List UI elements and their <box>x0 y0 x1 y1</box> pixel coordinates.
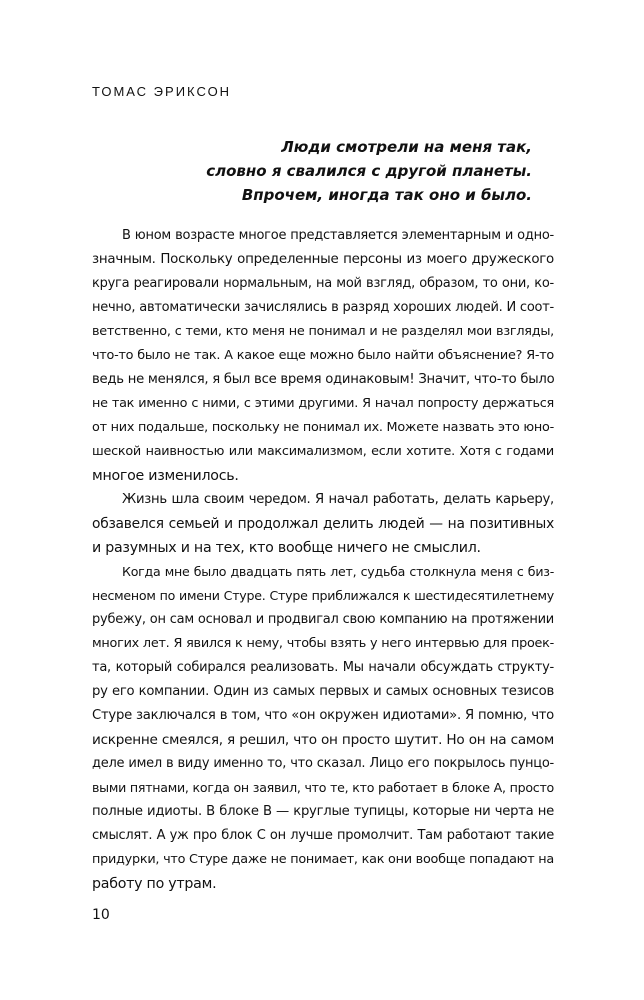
text-line: нечно, автоматически зачислялись в разряд хороших людей. И соот- <box>92 300 554 315</box>
epigraph-line: Люди смотрели на меня так, <box>281 138 532 156</box>
text-line: круга реагировали нормальным, на мой взгляд, образом, то они, ко- <box>92 276 554 291</box>
body-text <box>92 224 554 896</box>
text-line: та, который собирался реализовать. Мы начали обсуждать структу- <box>92 660 554 675</box>
text-line: значным. Поскольку определенные персоны из моего дружеского <box>92 252 554 267</box>
text-line: рубежу, он сам основал и продвигал свою компанию на протяжении <box>92 612 554 627</box>
text-line: ведь не менялся, я был все время одинаковым! Значит, что-то было <box>92 372 555 387</box>
text-line: полные идиоты. В блоке В — круглые тупицы, которые ни черта не <box>92 804 554 819</box>
text-line: несменом по имени Стуре. Стуре приближался к шестидесятилетнему <box>92 588 554 603</box>
epigraph <box>120 135 532 207</box>
text-line: многих лет. Я явился к нему, чтобы взять у него интервью для проек- <box>92 636 554 651</box>
epigraph-line: словно я свалился с другой планеты. <box>206 162 532 180</box>
text-line: Когда мне было двадцать пять лет, судьба столкнула меня с биз- <box>122 564 554 579</box>
paragraph <box>92 560 554 896</box>
text-line: смыслят. А уж про блок С он лучше промолчит. Там работают такие <box>92 828 554 843</box>
text-line: Жизнь шла своим чередом. Я начал работать, делать карьеру, <box>122 492 554 507</box>
text-line: ветственно, с теми, кто меня не понимал и не разделял мои взгляды, <box>92 324 554 339</box>
running-head: ТОМАС ЭРИКСОН <box>92 84 232 99</box>
text-line: В юном возрасте многое представляется элементарным и одно- <box>122 228 554 243</box>
text-line: Стуре заключался в том, что «он окружен идиотами». Я помню, что <box>92 708 554 723</box>
text-line: что-то было не так. А какое еще можно было найти объяснение? Я-то <box>92 348 554 363</box>
page-number: 10 <box>92 907 110 923</box>
text-line: работу по утрам. <box>92 876 217 892</box>
text-line: обзавелся семьей и продолжал делить людей — на позитивных <box>92 516 554 532</box>
epigraph-line: Впрочем, иногда так оно и было. <box>241 186 532 204</box>
text-line: выми пятнами, когда он заявил, что те, кто работает в блоке А, просто <box>92 780 554 795</box>
paragraph <box>92 224 554 488</box>
text-line: искренне смеялся, я решил, что он просто шутит. Но он на самом <box>92 732 554 748</box>
text-line: придурки, что Стуре даже не понимает, как они вообще попадают на <box>92 852 554 867</box>
text-line: и разумных и на тех, кто вообще ничего не смыслил. <box>92 540 481 556</box>
text-line: многое изменилось. <box>92 468 239 484</box>
paragraph <box>92 488 554 560</box>
text-line: не так именно с ними, с этими другими. Я начал попросту держаться <box>92 396 554 411</box>
text-line: ру его компании. Один из самых первых и самых основных тезисов <box>92 684 554 699</box>
text-line: деле имел в виду именно то, что сказал. Лицо его покрылось пунцо- <box>92 756 554 771</box>
text-line: от них подальше, поскольку не понимал их. Можете назвать это юно- <box>92 420 554 435</box>
text-line: шеской наивностью или максимализмом, если хотите. Хотя с годами <box>92 444 554 459</box>
